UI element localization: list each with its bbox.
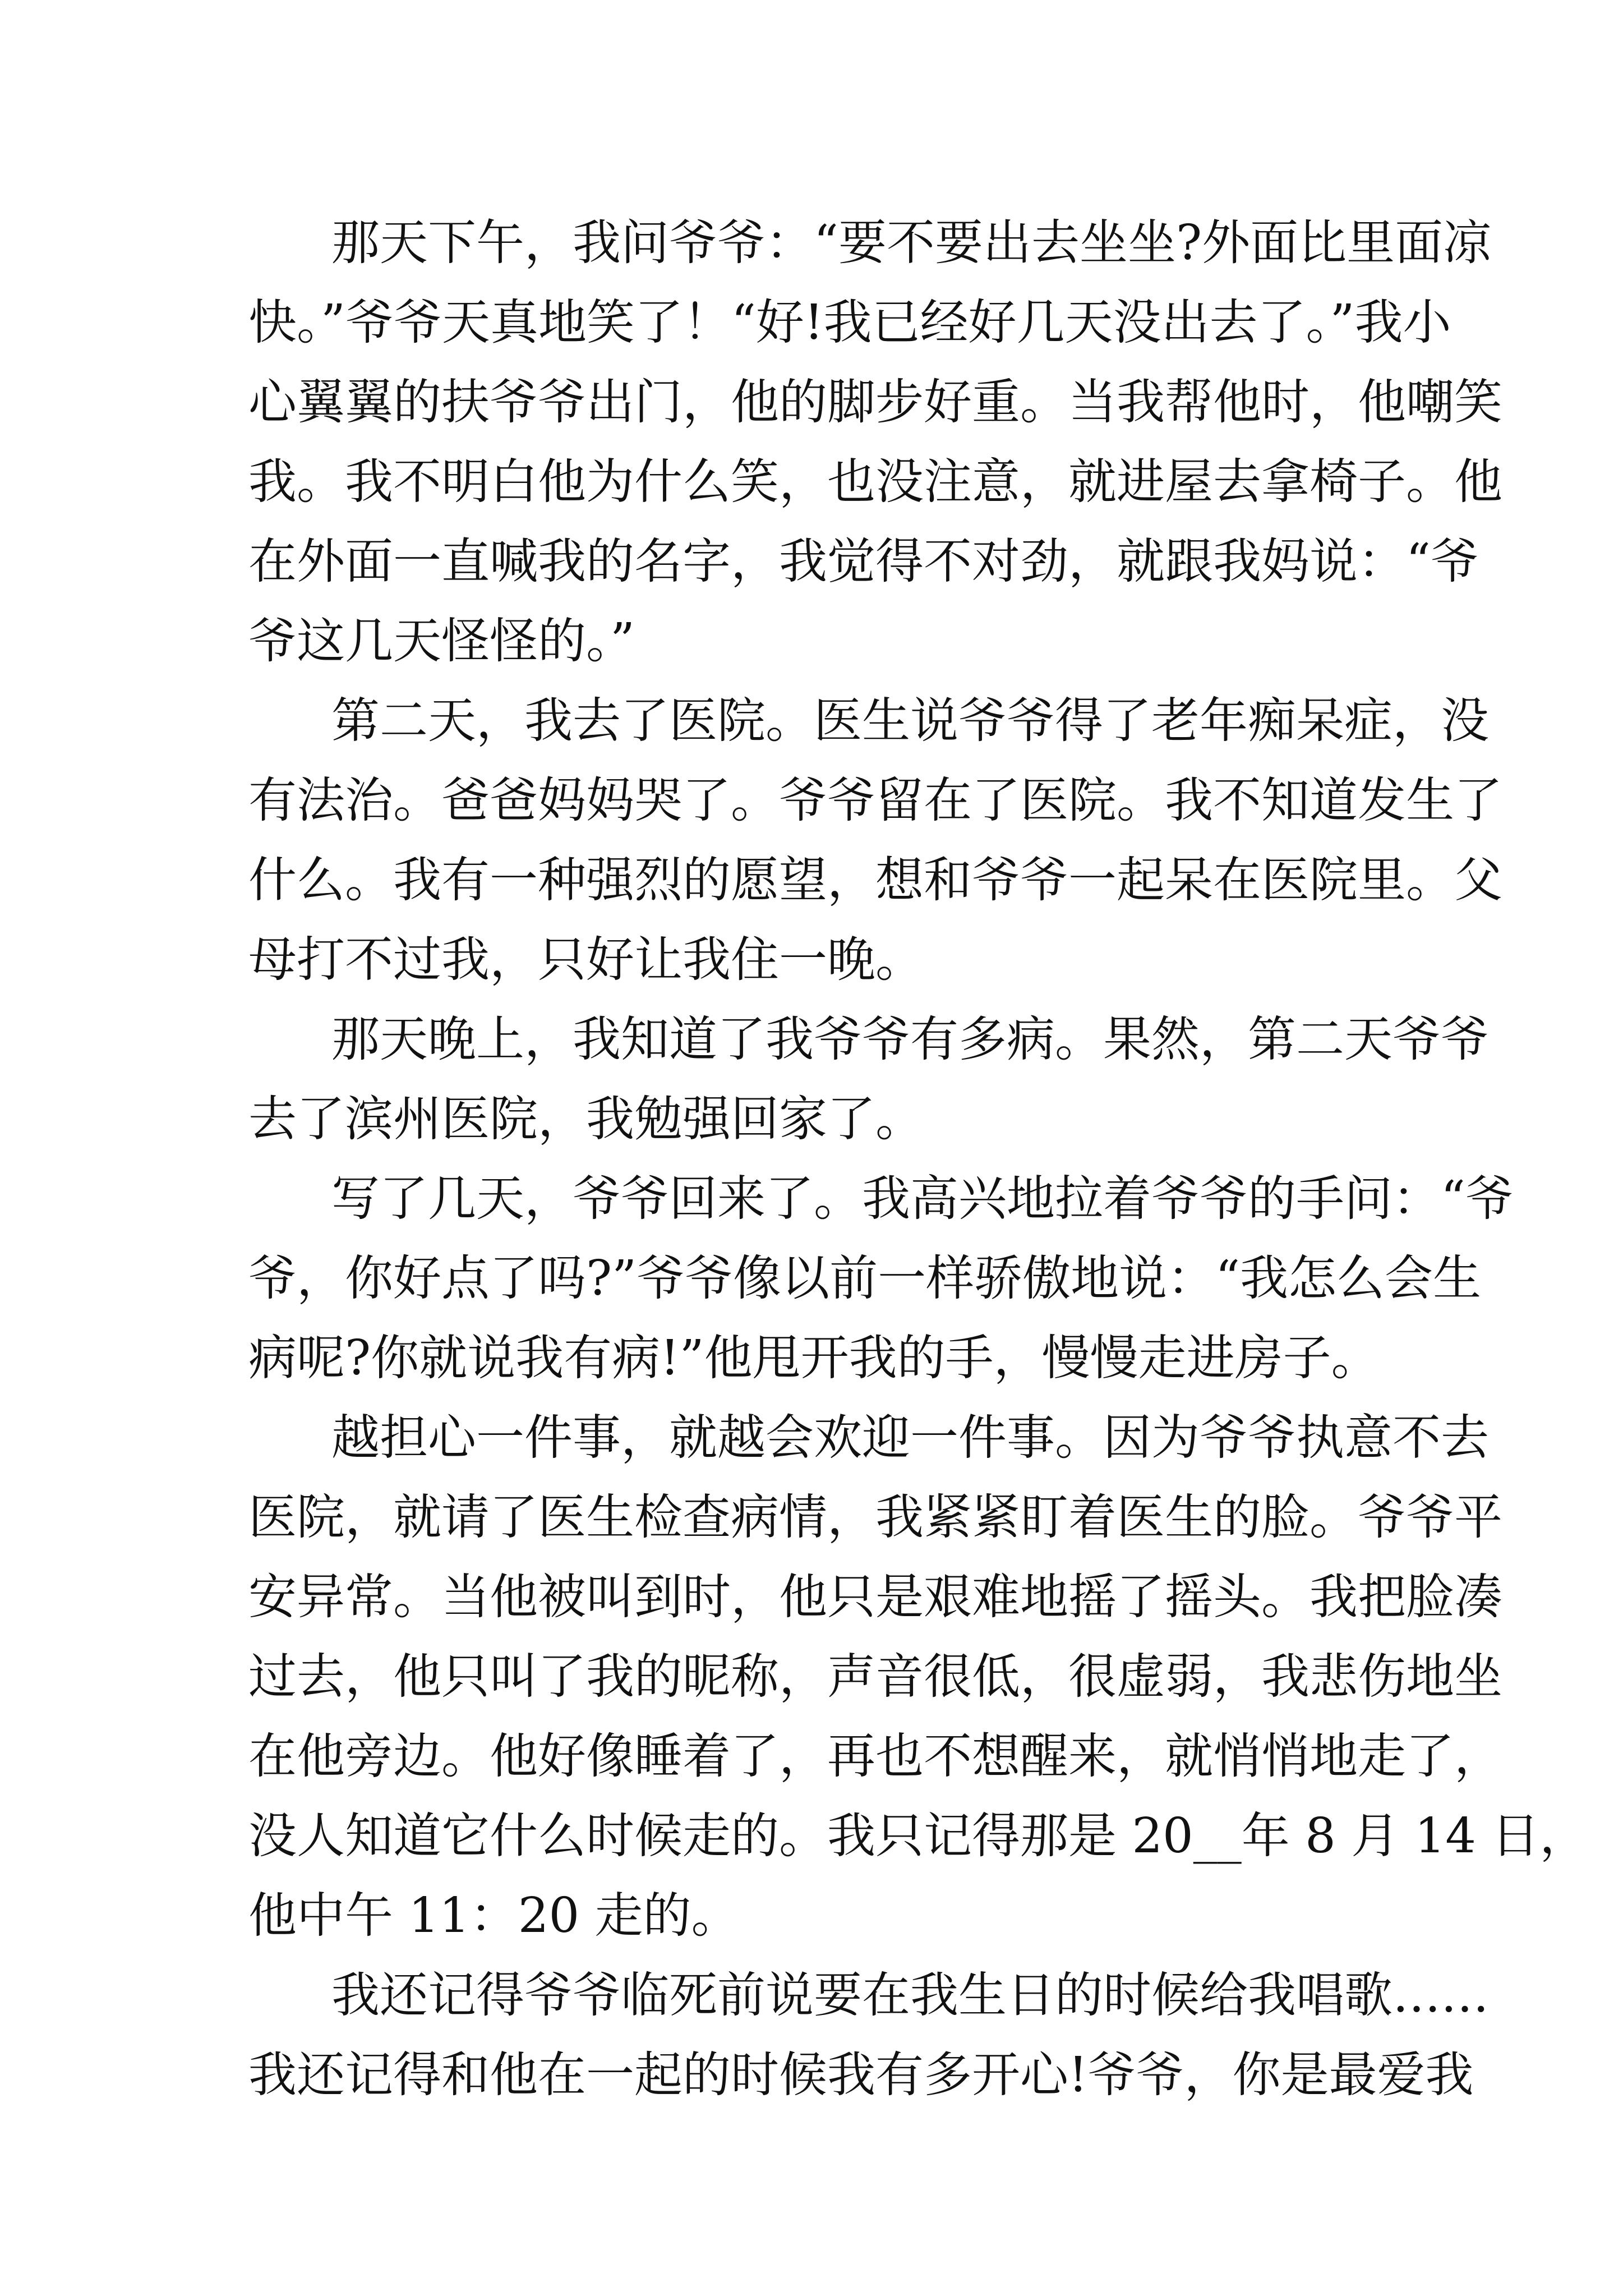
- paragraph-2-line-1: 第二天，我去了医院。医生说爷爷得了老年痴呆症，没: [331, 693, 1489, 749]
- paragraph-3-line-2: 去了滨州医院，我勉强回家了。: [248, 1091, 924, 1147]
- paragraph-1-line-6: 爷这几天怪怪的。”: [248, 613, 635, 669]
- paragraph-5-line-6: 没人知道它什么时候走的。我只记得那是 20__年 8 月 14 日，: [248, 1808, 1588, 1864]
- paragraph-5-line-1: 越担心一件事，就越会欢迎一件事。因为爷爷执意不去: [331, 1410, 1489, 1466]
- paragraph-4-line-3: 病呢?你就说我有病!”他甩开我的手，慢慢走进房子。: [248, 1330, 1380, 1386]
- paragraph-1-line-1: 那天下午，我问爷爷：“要不要出去坐坐?外面比里面凉: [331, 215, 1492, 271]
- paragraph-5-line-2: 医院，就请了医生检查病情，我紧紧盯着医生的脸。爷爷平: [248, 1489, 1502, 1545]
- paragraph-1-line-3: 心翼翼的扶爷爷出门，他的脚步好重。当我帮他时，他嘲笑: [248, 374, 1502, 430]
- paragraph-6-line-2: 我还记得和他在一起的时候我有多开心!爷爷，你是最爱我: [248, 2047, 1474, 2103]
- paragraph-4-line-1: 写了几天，爷爷回来了。我高兴地拉着爷爷的手问：“爷: [331, 1171, 1514, 1227]
- paragraph-2-line-3: 什么。我有一种强烈的愿望，想和爷爷一起呆在医院里。父: [248, 852, 1502, 908]
- paragraph-1-line-2: 快。”爷爷天真地笑了！“好!我已经好几天没出去了。”我小: [248, 295, 1451, 351]
- paragraph-1-line-4: 我。我不明白他为什么笑，也没注意，就进屋去拿椅子。他: [248, 454, 1502, 510]
- paragraph-3-line-1: 那天晚上，我知道了我爷爷有多病。果然，第二天爷爷: [331, 1011, 1489, 1068]
- paragraph-5-line-5: 在他旁边。他好像睡着了，再也不想醒来，就悄悄地走了，: [248, 1728, 1502, 1784]
- body-text: [248, 203, 1588, 2115]
- paragraph-5-line-3: 安异常。当他被叫到时，他只是艰难地摇了摇头。我把脸凑: [248, 1569, 1502, 1625]
- paragraph-2-line-2: 有法治。爸爸妈妈哭了。爷爷留在了医院。我不知道发生了: [248, 772, 1502, 829]
- paragraph-2-line-4: 母打不过我，只好让我住一晚。: [248, 932, 924, 988]
- paragraph-6-line-1: 我还记得爷爷临死前说要在我生日的时候给我唱歌……: [331, 1967, 1489, 2023]
- paragraph-4-line-2: 爷，你好点了吗?”爷爷像以前一样骄傲地说：“我怎么会生: [248, 1250, 1482, 1306]
- paragraph-1-line-5: 在外面一直喊我的名字，我觉得不对劲，就跟我妈说：“爷: [248, 533, 1479, 590]
- paragraph-5-line-7: 他中午 11：20 走的。: [248, 1888, 740, 1944]
- paragraph-5-line-4: 过去，他只叫了我的昵称，声音很低，很虚弱，我悲伤地坐: [248, 1649, 1502, 1705]
